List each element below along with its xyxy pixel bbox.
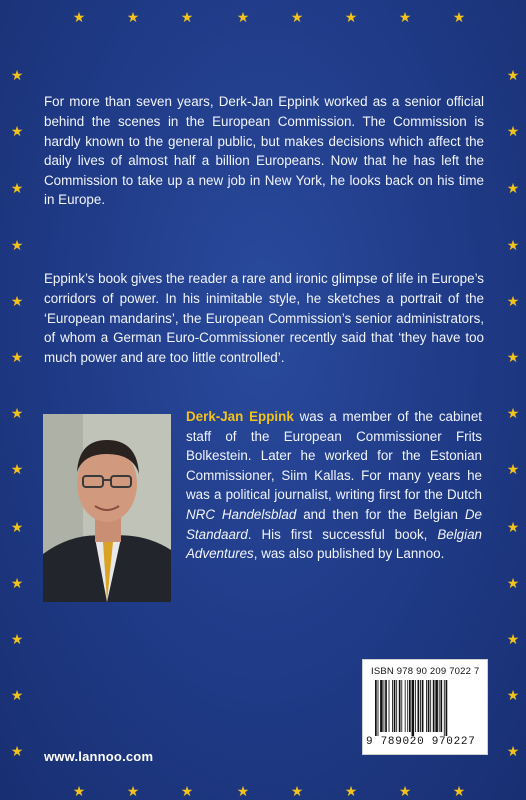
author-photo — [43, 414, 171, 602]
star-icon: ★ — [10, 67, 24, 83]
star-icon: ★ — [10, 237, 24, 253]
star-icon: ★ — [10, 687, 24, 703]
star-icon: ★ — [506, 293, 520, 309]
isbn-label: ISBN 978 90 209 7022 7 — [371, 666, 480, 677]
star-icon: ★ — [126, 783, 140, 799]
star-icon: ★ — [10, 461, 24, 477]
bio-text-2: and then for the Belgian — [296, 506, 465, 522]
star-icon: ★ — [10, 575, 24, 591]
star-icon: ★ — [506, 631, 520, 647]
star-icon: ★ — [398, 9, 412, 25]
star-icon: ★ — [10, 180, 24, 196]
barcode-panel — [362, 659, 488, 755]
star-icon: ★ — [398, 783, 412, 799]
star-icon: ★ — [506, 743, 520, 759]
newspaper-2: De Standaard — [186, 506, 482, 542]
star-icon: ★ — [236, 9, 250, 25]
star-icon: ★ — [10, 405, 24, 421]
star-icon: ★ — [506, 123, 520, 139]
author-portrait-icon — [43, 414, 171, 602]
star-icon: ★ — [236, 783, 250, 799]
barcode-digits: 9 789020 970227 — [366, 736, 476, 748]
star-icon: ★ — [10, 349, 24, 365]
star-icon: ★ — [180, 783, 194, 799]
star-icon: ★ — [506, 349, 520, 365]
star-icon: ★ — [344, 783, 358, 799]
star-icon: ★ — [452, 9, 466, 25]
blurb-paragraph-1: For more than seven years, Derk-Jan Eppink worked as a senior official behind the scenes in the European Commission. The Commission is hardly known to the general public, but makes decisions which affect the daily lives of almost half a billion Europeans. Now that he has left the Commission to take up a new job in New York, he looks back on his time in Europe. — [44, 94, 484, 208]
star-icon: ★ — [506, 67, 520, 83]
star-icon: ★ — [506, 461, 520, 477]
author-name: Derk-Jan Eppink — [186, 409, 294, 424]
newspaper-1: NRC Handelsblad — [186, 506, 297, 522]
star-icon: ★ — [72, 9, 86, 25]
star-icon: ★ — [10, 631, 24, 647]
bio-text-1: was a member of the cabinet staff of the European Commissioner Frits Bolkestein. Later he worked for the Estonian Commissioner, Siim Kallas. For many years he was a political journalist, writing first for the Dutch — [186, 409, 482, 503]
star-icon: ★ — [452, 783, 466, 799]
star-icon: ★ — [506, 180, 520, 196]
star-icon: ★ — [10, 123, 24, 139]
star-icon: ★ — [506, 519, 520, 535]
book-title: Belgian Adventures — [186, 526, 482, 562]
star-icon: ★ — [506, 237, 520, 253]
publisher-website[interactable]: www.lannoo.com — [44, 749, 154, 764]
blurb-paragraph-2: Eppink’s book gives the reader a rare and ironic glimpse of life in Europe’s corridors of power. In his inimitable style, he sketches a portrait of the ‘European mandarins’, the European Commission’s senior administrators, of whom a German Euro-Commissioner recently said that ‘they have too much power and are too little controlled’. — [44, 271, 484, 365]
star-icon: ★ — [506, 575, 520, 591]
star-icon: ★ — [10, 519, 24, 535]
bio-text-3: . His first successful book, — [247, 526, 438, 542]
star-icon: ★ — [10, 743, 24, 759]
star-icon: ★ — [344, 9, 358, 25]
star-icon: ★ — [290, 783, 304, 799]
star-icon: ★ — [10, 293, 24, 309]
star-icon: ★ — [126, 9, 140, 25]
star-icon: ★ — [180, 9, 194, 25]
bio-text-4: , was also published by Lannoo. — [253, 546, 445, 562]
barcode-icon — [375, 680, 475, 736]
star-icon: ★ — [72, 783, 86, 799]
star-icon: ★ — [506, 405, 520, 421]
author-bio — [186, 407, 482, 564]
star-icon: ★ — [506, 687, 520, 703]
star-icon: ★ — [290, 9, 304, 25]
